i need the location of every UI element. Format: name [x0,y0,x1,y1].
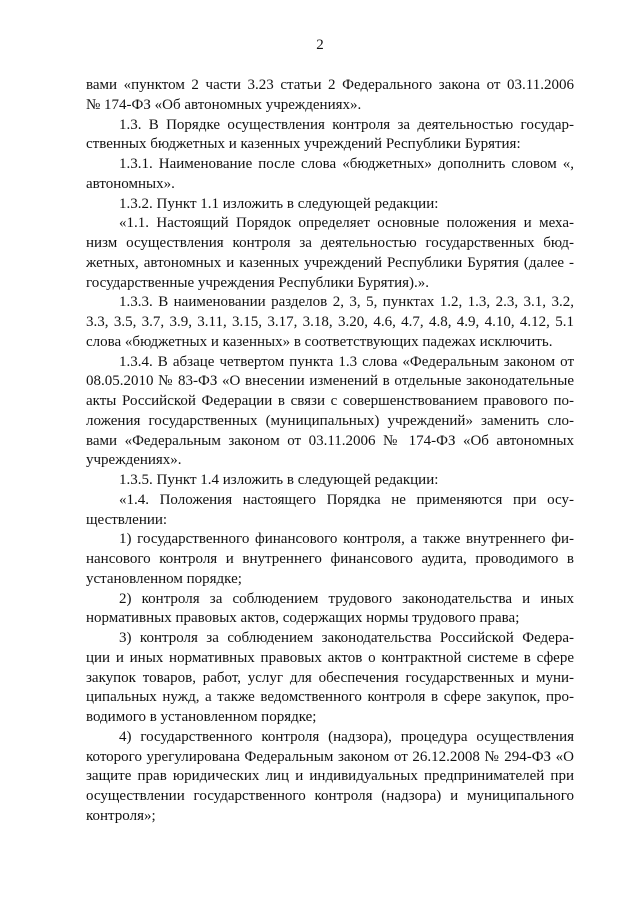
text-line: низм осуществления контроля за деятельностью государственных бюд- [86,235,574,251]
text-line: ципальных нужд, а также ведомственного контроля в сфере закупок, про- [86,689,574,706]
text-line: 2) контроля за соблюдением трудового законодательства и иных [119,590,574,607]
text-line: 1) государственного финансового контроля, а также внутреннего фи- [119,531,574,548]
text-line: 1.3.2. Пункт 1.1 изложить в следующей редакции: [119,195,439,212]
text-line: вами «Федеральным законом от 03.11.2006 № 174-ФЗ «Об автономных [86,432,574,449]
text-line: 3) контроля за соблюдением законодательства Российской Федера- [119,630,574,646]
document-body [86,76,574,827]
text-line: автономных». [86,175,175,192]
text-line: жетных, автономных и казенных учреждений Республики Бурятия (далее - [86,254,574,271]
text-line: 1.3.1. Наименование после слова «бюджетных» дополнить словом «, [119,156,574,172]
text-line: установленном порядке; [86,570,242,587]
text-line: № 174-ФЗ «Об автономных учреждениях». [86,96,362,113]
text-line: акты Российской Федерации в связи с совершенствованием правового по- [86,393,574,409]
text-line: закупок товаров, работ, услуг для обеспечения государственных и муни- [86,669,574,686]
text-line: 1.3. В Порядке осуществления контроля за деятельностью государ- [119,116,574,133]
text-line: ственных бюджетных и казенных учреждений Республики Бурятия: [86,136,521,153]
text-line: 3.3, 3.5, 3.7, 3.9, 3.11, 3.15, 3.17, 3.18, 3.20, 4.6, 4.7, 4.8, 4.9, 4.10, 4.12, 5.1 [86,314,574,330]
text-line: ложения государственных (муниципальных) учреждений» заменить сло- [86,412,574,429]
text-line: нансового контроля и внутреннего финансового аудита, проводимого в [86,551,574,567]
text-line: 1.3.4. В абзаце четвертом пункта 1.3 слова «Федеральным законом от [119,353,574,370]
text-line: ции и иных нормативных правовых актов о контрактной системе в сфере [86,649,574,666]
text-line: слова «бюджетных и казенных» в соответствующих падежах исключить. [86,333,553,350]
page-number: 2 [316,37,324,53]
text-line: 4) государственного контроля (надзора), процедура осуществления [119,728,574,745]
text-line: 08.05.2010 № 83-ФЗ «О внесении изменений в отдельные законодательные [86,373,574,390]
text-line: нормативных правовых актов, содержащих нормы трудового права; [86,610,520,627]
text-line: которого урегулирована Федеральным законом от 26.12.2008 № 294-ФЗ «О [86,748,574,765]
text-line: государственные учреждения Республики Бурятия).». [86,274,430,291]
text-line: 1.3.5. Пункт 1.4 изложить в следующей редакции: [119,472,439,488]
text-line: «1.4. Положения настоящего Порядка не применяются при осу- [119,491,574,508]
text-line: 1.3.3. В наименовании разделов 2, 3, 5, пунктах 1.2, 1.3, 2.3, 3.1, 3.2, [119,294,574,311]
text-line: вами «пунктом 2 части 3.23 статьи 2 Федерального закона от 03.11.2006 [86,77,574,93]
text-line: ществлении: [86,511,168,528]
text-line: водимого в установленном порядке; [86,709,317,725]
text-line: контроля»; [86,807,156,824]
text-line: учреждениях». [86,452,182,469]
text-line: осуществлении государственного контроля (надзора) и муниципального [86,788,574,804]
text-line: защите прав юридических лиц и индивидуальных предпринимателей при [86,768,574,785]
text-line: «1.1. Настоящий Порядок определяет основные положения и меха- [119,215,574,232]
